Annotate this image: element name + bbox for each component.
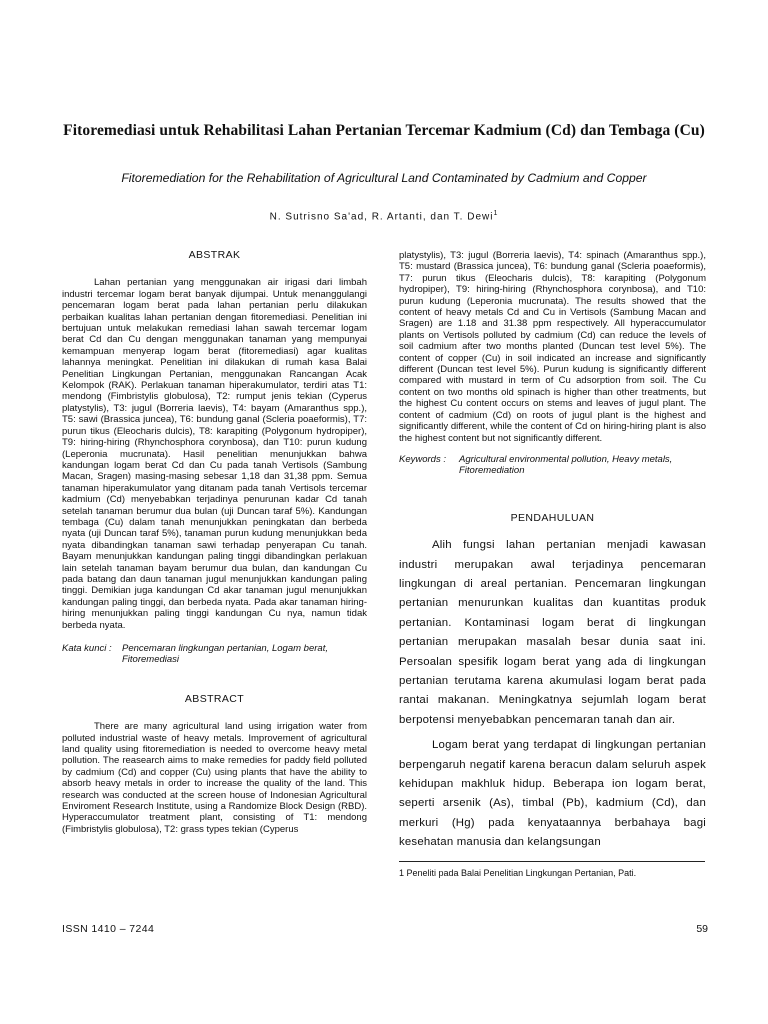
abstrak-heading: ABSTRAK [188,249,241,261]
paper-title: Fitoremediasi untuk Rehabilitasi Lahan Pertanian Tercemar Kadmium (Cd) dan Tembaga (Cu) [63,122,705,139]
page-number: 59 [696,923,708,935]
authors: N. Sutrisno Sa'ad, R. Artanti, dan T. Dewi [269,211,494,223]
author-footnote-mark: 1 [493,210,499,217]
abstract-text: There are many agricultural land using irrigation water from polluted industrial waste of heavy metals. Improvement of agricultural land quality using fitoremediation is needed to overcome heavy metal pollution. The reasearch aims to make remedies for paddy field polluted by cadmium (Cd) and copper (Cu) using plants that have the ability to absorb heavy metals in order to increase the quality of the land. This research was conducted at the screen house of Indonesian Agricultural Enviroment Research Institute, using a Randomize Block Design (RBD). Hyperaccumulator treatment plant, consisting of T1: mendong (Fimbristylis globulosa), T2: grass types tekian (Cyperus [62,721,367,835]
abstrak-keywords-value: Pencemaran lingkungan pertanian, Logam berat, Fitoremediasi [122,643,328,666]
authors-line [0,210,768,222]
abstract-keywords-label: Keywords : [399,453,446,465]
abstract-keywords [399,454,706,477]
abstract-keywords-value: Agricultural environmental pollution, Heavy metals, Fitoremediation [459,453,673,477]
pendahuluan-paragraph-2: Logam berat yang terdapat di lingkungan pertanian berpengaruh negatif karena beracun dalam seluruh aspek kehidupan makhluk hidup. Beberapa ion logam berat, seperti arsenik (As), timbal (Pb), kadmium (Cd), dan merkuri (Hg) pada kenyataannya berbahaya bagi kesehatan manusia dan kelangsungan [399,739,706,849]
pendahuluan-paragraph-1: Alih fungsi lahan pertanian menjadi kawasan industri merupakan awal terjadinya pencemaran lingkungan di areal pertanian. Pencemaran lingkungan pertanian menurunkan kualitas dan kuantitas produk pertanian. Kontaminasi logam berat di lingkungan pertanian merupakan masalah besar dunia saat ini. Persoalan spesifik logam berat yang ada di lingkungan pertanian terutama karena akumulasi logam berat pada rantai makanan. Meningkatnya sejumlah logam berat berpotensi menyebabkan pencemaran tanah dan air. [399,539,706,726]
abstrak-text: Lahan pertanian yang menggunakan air irigasi dari limbah industri tercemar logam berat banyak dijumpai. Untuk menanggulangi pencemaran logam berat pada lahan pertanian perlu dilakukan perbaikan kualitas lahan pertanian dengan fitoremediasi. Penelitian ini bertujuan untuk melakukan remediasi lahan sawah tercemar logam berat Cd dan Cu dengan menggunakan tanaman yang mempunyai kemampuan menyerap logam berat (fitoremediasi) agar kualitas lahannya meningkat. Penelitian ini dilakukan di rumah kasa Balai Penelitian Lingkungan Pertanian, menggunakan Rancangan Acak Kelompok (RAK). Perlakuan tanaman hiperakumulator, terdiri atas T1: mendong (Fimbristylis globulosa), T2: rumput jenis tekian (Cyperus platystylis), T3: jugul (Borreria laevis), T4: bayam (Amaranthus spp.), T5: sawi (Brassica juncea), T6: bundung ganal (Scleria poaeformis), T7: purun tikus (Eleocharis dulcis), T8: karapiting (Polygonum hydropiper), T9: hiring-hiring (Rhynchosphora corynbosa), dan T10: purun kudung (Leperonia mucrunata). Hasil penelitian menunjukkan bahwa kandungan logam berat Cd dan Cu pada tanah Vertisols (Sambung Macan, Sragen) masing-masing sebesar 1,18 dan 31,38 ppm. Semua tanaman hiperakumulator yang ditanam pada tanah Vertisols tercemar kadmium (Cd) menyebabkan terjadinya penurunan kadar Cd tanah setelah tanaman berumur dua bulan (uji Duncan taraf 5%). Kandungan tembaga (Cu) dalam tanah menunjukkan peningkatan dan berbeda nyata (uji Duncan taraf 5%), tanaman purun kudung menunjukkan beda nyata dibandingkan tanaman sawi terhadap penyerapan Cu tanah. Bayam menunjukkan kandungan paling tinggi dibandingkan perlakuan lain setelah tanaman bayam berumur dua bulan, dan kandungan Cu pada batang dan daun tanaman jugul menunjukkan kandungan paling tinggi. Demikian juga kandungan Cd akar tanaman jugul menunjukkan kandungan paling tinggi, dan berbeda nyata. Pada akar tanaman hiring-hiring menunjukkan paling tinggi kandungan Cu nya, namun tidak berbeda nyata. [62,277,367,631]
paper-subtitle: Fitoremediation for the Rehabilitation of Agricultural Land Contaminated by Cadmium and Copper [121,171,647,185]
pendahuluan-heading: PENDAHULUAN [510,511,595,524]
right-column [399,250,706,879]
abstrak-keywords [62,643,367,666]
issn: ISSN 1410 – 7244 [62,923,155,935]
abstract-heading: ABSTRACT [184,692,245,705]
left-column [62,250,367,845]
abstrak-keywords-label: Kata kunci : [62,643,112,654]
footnote: 1 Peneliti pada Balai Penelitian Lingkungan Pertanian, Pati. [399,867,637,878]
abstract-text-continued: platystylis), T3: jugul (Borreria laevis), T4: spinach (Amaranthus spp.), T5: mustard (Brassica juncea), T6: bundung ganal (Scleria poaeformis), T7: purun tikus (Eleocharis dulcis), T8: karapiting (Polygonum hydropiper), T9: hiring-hiring (Rhynchosphora corynbosa), and T10: purun kudung (Leperonia mucrunata). The results showed that the content of heavy metals Cd and Cu in Vertisols (Sambung Macan and Sragen) are 1.18 and 31.38 ppm respectively. All hyperaccumulator plants on Vertisols polluted by cadmium (Cd) can reduce the levels of soil cadmium after two months planted (Duncan test level 5%). The content of copper (Cu) in soil indicated an increase and significantly different (Duncan test level 5%). Purun kudung is significantly different compared with mustard in term of Cu adsorption from soil. The Cu content on two months old spinach is higher than other treatments, but the highest Cu content occurs on stems and leaves of jugul plant. The content of cadmium (Cd) on roots of jugul plant is the highest and significantly different, while the content of Cd on hiring-hiring plant is also the highest content but not significantly different. [399,250,706,444]
